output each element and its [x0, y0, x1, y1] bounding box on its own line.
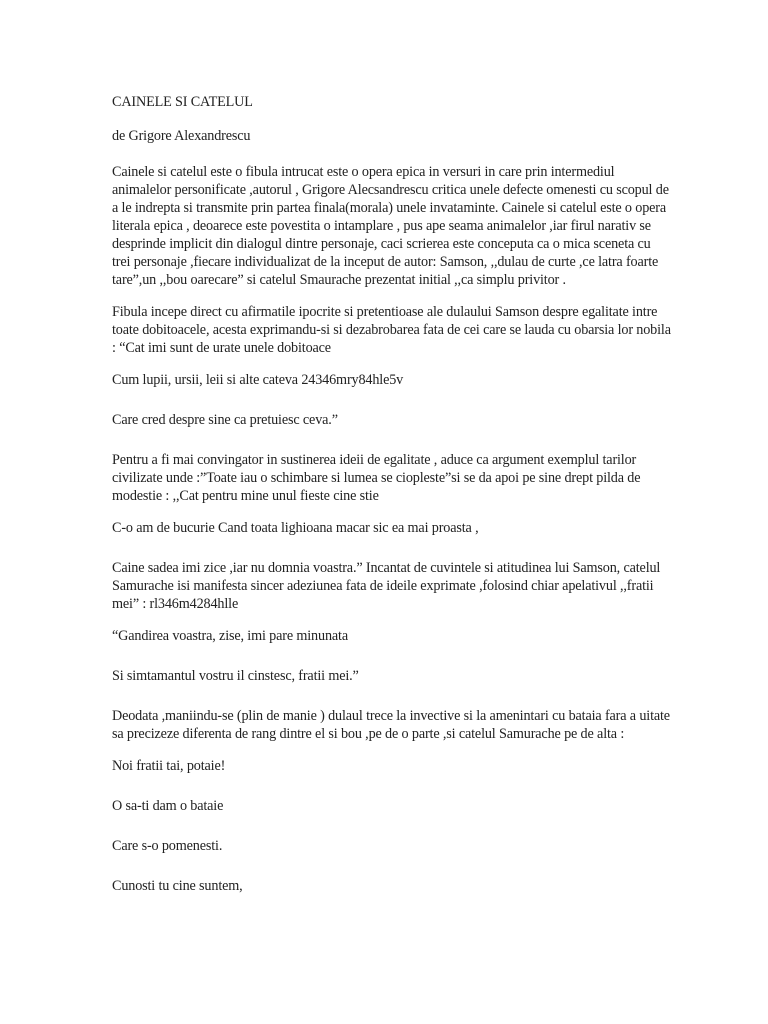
paragraph-argument: Pentru a fi mai convingator in sustinerea ideii de egalitate , aduce ca argument exemplul tarilor civilizate unde :”Toate iau o schimbare si lumea se ciopleste”si se da apoi pe sine drept pilda de modestie : ,,Cat pentru mine unul fieste cine stie: [112, 452, 641, 504]
paragraph-fibula-start: Fibula incepe direct cu afirmatile ipocrite si pretentioase ale dulaului Samson despre egalitate intre toate dobitoacele, acesta exprimandu-si si dezabrobarea fata de cei care se lauda cu obarsia lor nobila : “Cat imi sunt de urate unele dobitoace: [112, 304, 671, 356]
document-body: [112, 93, 672, 917]
verse-line: Care cred despre sine ca pretuiesc ceva.”: [112, 412, 338, 428]
verse-line: Noi fratii tai, potaie!: [112, 758, 226, 774]
paragraph-samurache: Caine sadea imi zice ,iar nu domnia voastra.” Incantat de cuvintele si atitudinea lui Samson, catelul Samurache isi manifesta sincer adeziunea fata de ideile exprimate ,folosind chiar apelativul ,,fratii mei” : rl346m4284hlle: [112, 560, 661, 612]
verse-line: “Gandirea voastra, zise, imi pare minunata: [112, 628, 348, 644]
verse-line: Cunosti tu cine suntem,: [112, 878, 243, 894]
paragraph-invective: Deodata ,maniindu-se (plin de manie ) dulaul trece la invective si la amenintari cu bataia fara a uitate sa precizeze diferenta de rang dintre el si bou ,pe de o parte ,si catelul Samurache pe de alta :: [112, 708, 670, 742]
verse-line: Care s-o pomenesti.: [112, 838, 223, 854]
verse-line: C-o am de bucurie Cand toata lighioana macar sic ea mai proasta ,: [112, 520, 479, 536]
document-author: de Grigore Alexandrescu: [112, 128, 251, 144]
verse-line: Cum lupii, ursii, leii si alte cateva 24346mry84hle5v: [112, 372, 404, 388]
verse-line: O sa-ti dam o bataie: [112, 798, 224, 814]
verse-line: Si simtamantul vostru il cinstesc, fratii mei.”: [112, 668, 359, 684]
paragraph-intro: Cainele si catelul este o fibula intrucat este o opera epica in versuri in care prin intermediul animalelor personificate ,autorul , Grigore Alecsandrescu critica unele defecte omenesti cu scopul de a le indrepta si transmite prin partea finala(morala) unele invataminte. Cainele si catelul este o opera literala epica , deoarece este povestita o intamplare , pus ape seama animalelor ,iar firul narativ se desprinde implicit din dialogul dintre personaje, caci scrierea este conceputa ca o mica sceneta cu trei personaje ,fiecare individualizat de la inceput de autor: Samson, ,,dulau de curte ,ce latra foarte tare”,un ,,bou oarecare” si catelul Smaurache prezentat initial ,,ca simplu privitor .: [112, 164, 669, 288]
document-title: CAINELE SI CATELUL: [112, 94, 253, 110]
